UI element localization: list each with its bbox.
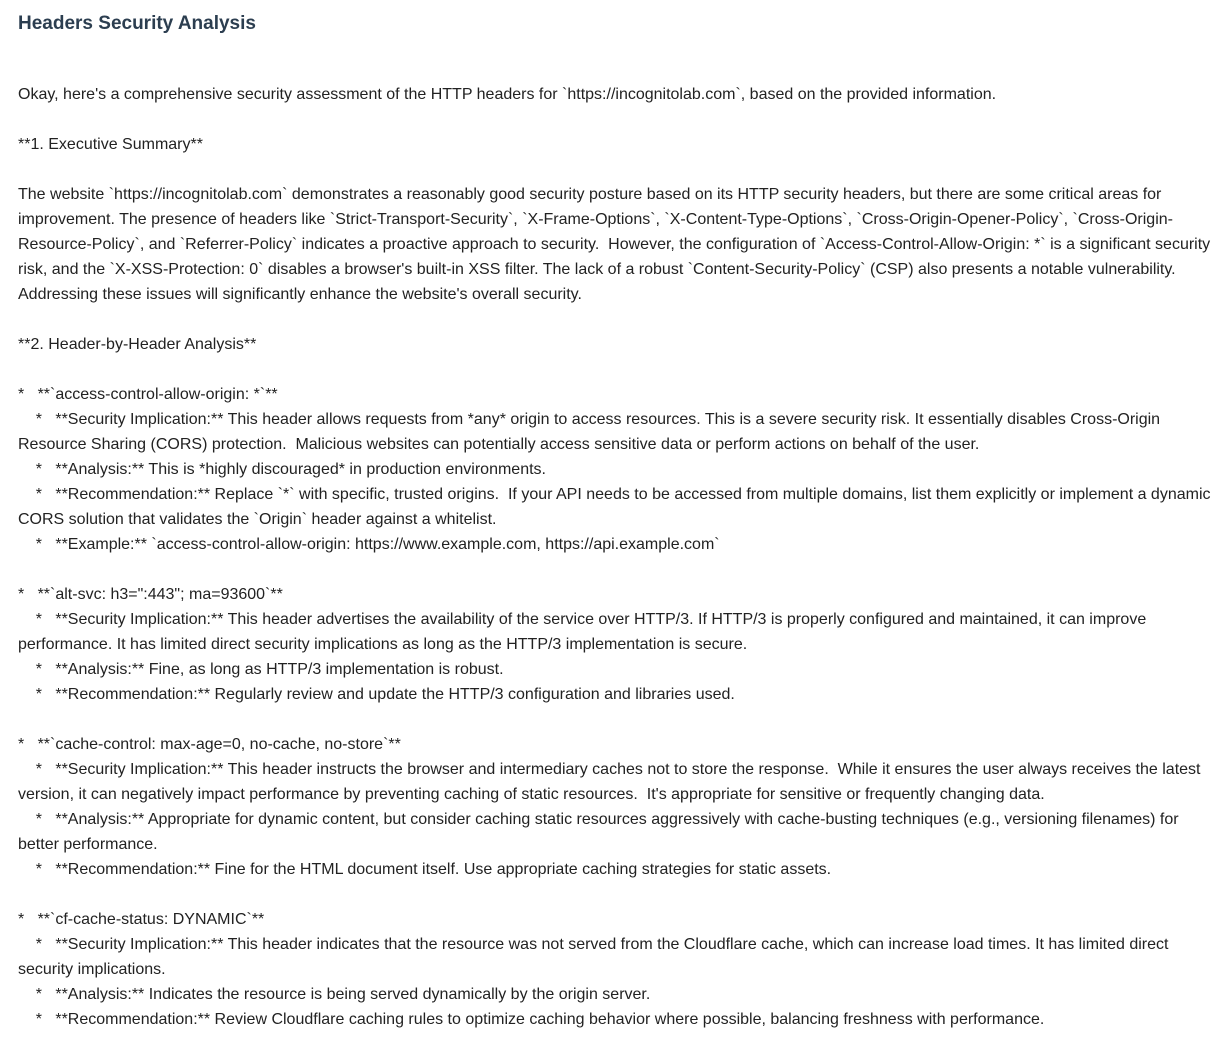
blank-line xyxy=(18,557,1216,582)
report-line: * **Recommendation:** Regularly review and update the HTTP/3 configuration and libraries used. xyxy=(18,686,735,703)
page-title: Headers Security Analysis xyxy=(18,13,256,34)
report-line: * **Analysis:** Fine, as long as HTTP/3 implementation is robust. xyxy=(18,661,504,678)
report-line: The website `https://incognitolab.com` demonstrates a reasonably good security posture based on its HTTP security headers, but there are some critical areas for improvement. The presence of headers like `Strict-Transport-Security`, `X-Frame-Options`, `X-Content-Type-Options`, `Cross-Origin-Opener-Policy`, `Cross-Origin-Resource-Policy`, and `Referrer-Policy` indicates a proactive approach to security. However, the configuration of `Access-Control-Allow-Origin: *` is a significant security risk, and the `X-XSS-Protection: 0` disables a browser's built-in XSS filter. The lack of a robust `Content-Security-Policy` (CSP) also presents a notable vulnerability. Addressing these issues will significantly enhance the website's overall security. xyxy=(18,186,1215,303)
report-line: * **Example:** `access-control-allow-origin: https://www.example.com, https://api.example.com` xyxy=(18,536,720,553)
report-line: * **Recommendation:** Fine for the HTML document itself. Use appropriate caching strategies for static assets. xyxy=(18,861,832,878)
report-line: * **`access-control-allow-origin: *`** xyxy=(18,386,278,403)
report-line: **2. Header-by-Header Analysis** xyxy=(18,336,257,353)
blank-line xyxy=(18,307,1216,332)
report-line: * **Security Implication:** This header allows requests from *any* origin to access resources. This is a severe security risk. It essentially disables Cross-Origin Resource Sharing (CORS) protection. Malicious websites can potentially access sensitive data or perform actions on behalf of the user. xyxy=(18,411,1165,453)
report-line: * **Analysis:** Appropriate for dynamic content, but consider caching static resources aggressively with cache-busting techniques (e.g., versioning filenames) for better performance. xyxy=(18,811,1184,853)
report-line: * **Security Implication:** This header indicates that the resource was not served from the Cloudflare cache, which can increase load times. It has limited direct security implications. xyxy=(18,936,1173,978)
report-line: * **`cf-cache-status: DYNAMIC`** xyxy=(18,911,265,928)
blank-line xyxy=(18,107,1216,132)
report-line: * **Security Implication:** This header instructs the browser and intermediary caches not to store the response. While it ensures the user always receives the latest version, it can negatively impact performance by preventing caching of static resources. It's appropriate for sensitive or frequently changing data. xyxy=(18,761,1205,803)
report-page xyxy=(18,10,1216,1032)
blank-line xyxy=(18,882,1216,907)
report-line: * **Analysis:** Indicates the resource is being served dynamically by the origin server. xyxy=(18,986,651,1003)
report-line: * **Recommendation:** Replace `*` with specific, trusted origins. If your API needs to be accessed from multiple domains, list them explicitly or implement a dynamic CORS solution that validates the `Origin` header against a whitelist. xyxy=(18,486,1215,528)
report-line: * **Analysis:** This is *highly discouraged* in production environments. xyxy=(18,461,546,478)
blank-line xyxy=(18,157,1216,182)
report-line: * **`alt-svc: h3=":443"; ma=93600`** xyxy=(18,586,283,603)
blank-line xyxy=(18,707,1216,732)
report-line: * **Security Implication:** This header advertises the availability of the service over HTTP/3. If HTTP/3 is properly configured and maintained, it can improve performance. It has limited direct security implications as long as the HTTP/3 implementation is secure. xyxy=(18,611,1151,653)
report-line: * **`cache-control: max-age=0, no-cache, no-store`** xyxy=(18,736,401,753)
report-line: Okay, here's a comprehensive security assessment of the HTTP headers for `https://incognitolab.com`, based on the provided information. xyxy=(18,86,997,103)
report-body xyxy=(18,82,1216,1032)
blank-line xyxy=(18,357,1216,382)
report-line: * **Recommendation:** Review Cloudflare caching rules to optimize caching behavior where possible, balancing freshness with performance. xyxy=(18,1011,1045,1028)
report-line: **1. Executive Summary** xyxy=(18,136,203,153)
